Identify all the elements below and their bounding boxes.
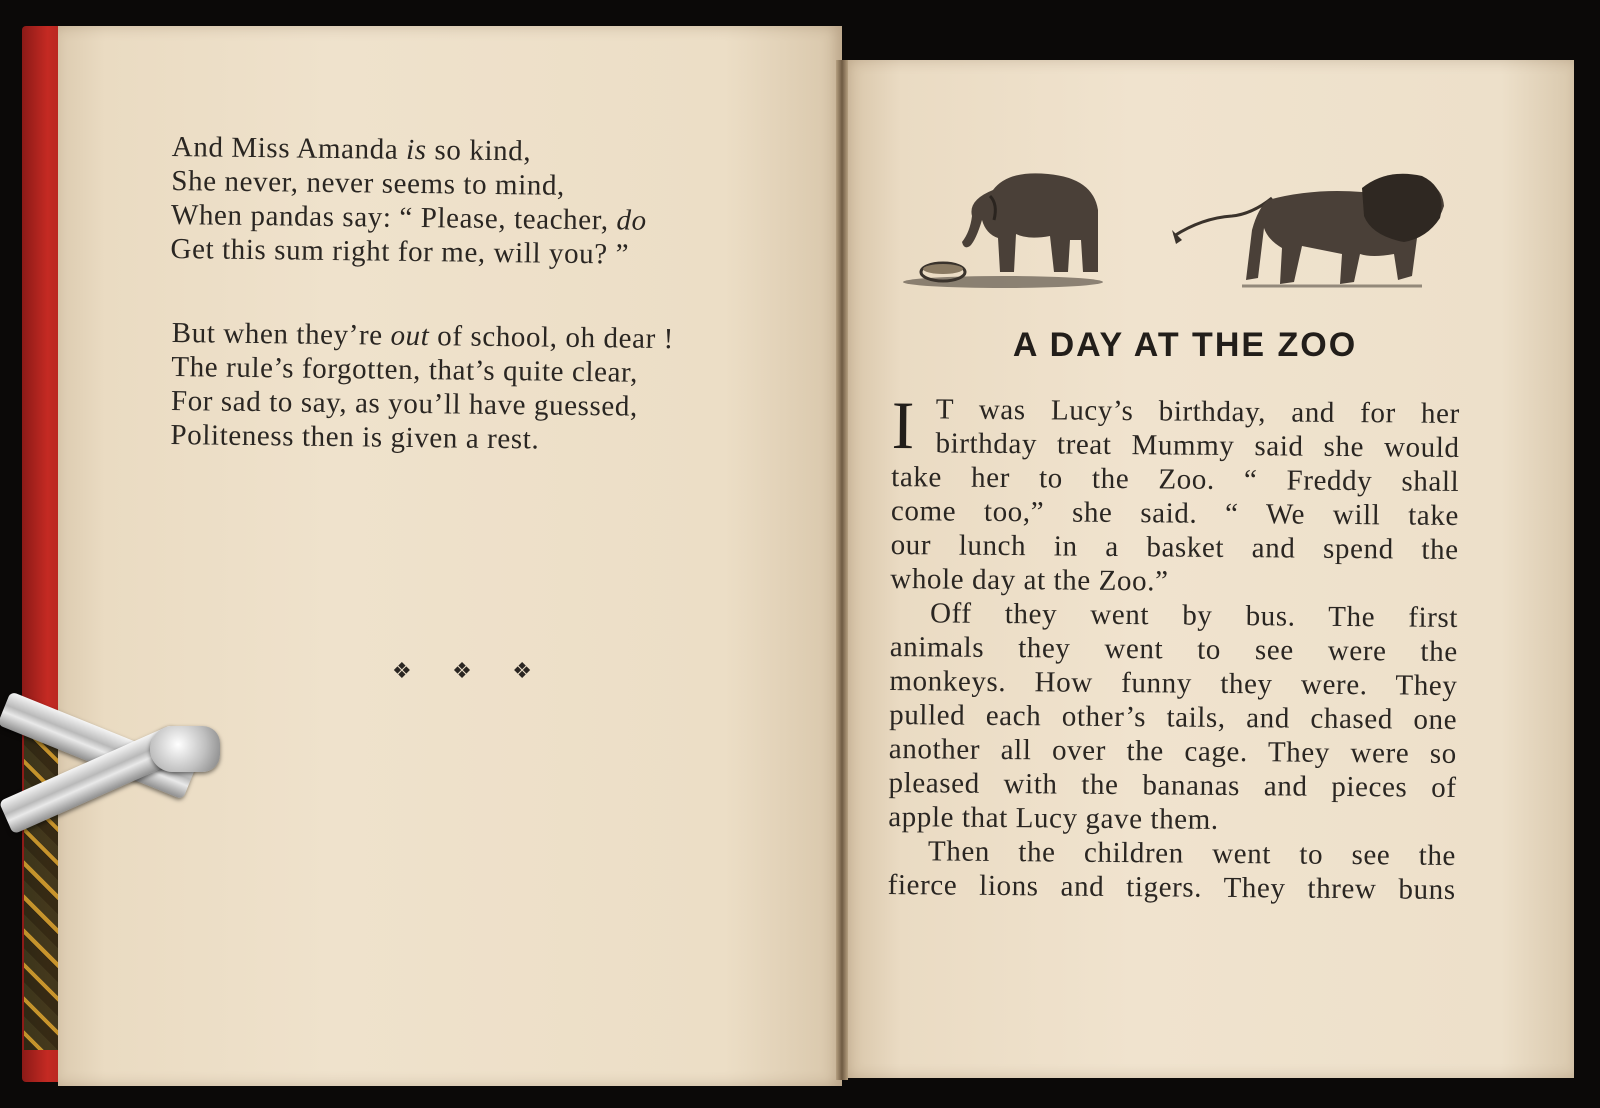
- poem-line: And Miss Amanda is so kind,: [171, 130, 532, 168]
- story-line: animals they went to see were the: [889, 630, 1458, 668]
- ornament-icon: ❖: [452, 658, 472, 683]
- poem-line: Get this sum right for me, will you? ”: [170, 232, 630, 271]
- section-ornaments: [392, 658, 532, 684]
- poem-line: When pandas say: “ Please, teacher, do: [170, 198, 647, 237]
- drop-cap: I: [891, 387, 916, 464]
- story-line: monkeys. How funny they were. They: [889, 664, 1458, 702]
- poem-line: The rule’s forgotten, that’s quite clear,: [171, 350, 639, 389]
- story-line: pulled each other’s tails, and chased one: [889, 698, 1458, 736]
- elephant-illustration: [898, 160, 1108, 290]
- lion-illustration: [1172, 158, 1452, 293]
- bookmark-clip-hand: [150, 726, 220, 772]
- story-line: apple that Lucy gave them.: [888, 800, 1219, 836]
- chapter-title: A DAY AT THE ZOO: [1012, 326, 1358, 364]
- poem-stanza-1: [170, 130, 772, 273]
- story-line: take her to the Zoo. “ Freddy shall: [891, 460, 1460, 498]
- story-line: whole day at the Zoo.”: [890, 562, 1169, 598]
- story-line: another all over the cage. They were so: [888, 732, 1458, 770]
- story-line: Then the children went to see the: [927, 835, 1457, 872]
- poem-line: She never, never seems to mind,: [171, 164, 566, 202]
- ornament-icon: ❖: [392, 658, 412, 683]
- story-line: come too,” she said. “ We will take: [890, 494, 1460, 532]
- story-line: T was Lucy’s birthday, and for her: [935, 393, 1460, 430]
- poem-line: Politeness then is given a rest.: [170, 418, 540, 456]
- story-line: our lunch in a basket and spend the: [890, 528, 1459, 566]
- book-gutter: [836, 60, 848, 1080]
- drop-cap-paragraph: [891, 387, 1460, 465]
- story-text: [887, 387, 1460, 907]
- story-line: pleased with the bananas and pieces of: [888, 766, 1457, 804]
- poem-line: But when they’re out of school, oh dear !: [171, 316, 675, 356]
- story-line: fierce lions and tigers. They threw buns: [887, 868, 1456, 906]
- poem-line: For sad to say, as you’ll have guessed,: [170, 384, 639, 423]
- story-line: birthday treat Mummy said she would: [935, 427, 1460, 464]
- story-line: Off they went by bus. The first: [929, 597, 1459, 634]
- ornament-icon: ❖: [512, 658, 532, 683]
- poem-stanza-2: [170, 316, 772, 459]
